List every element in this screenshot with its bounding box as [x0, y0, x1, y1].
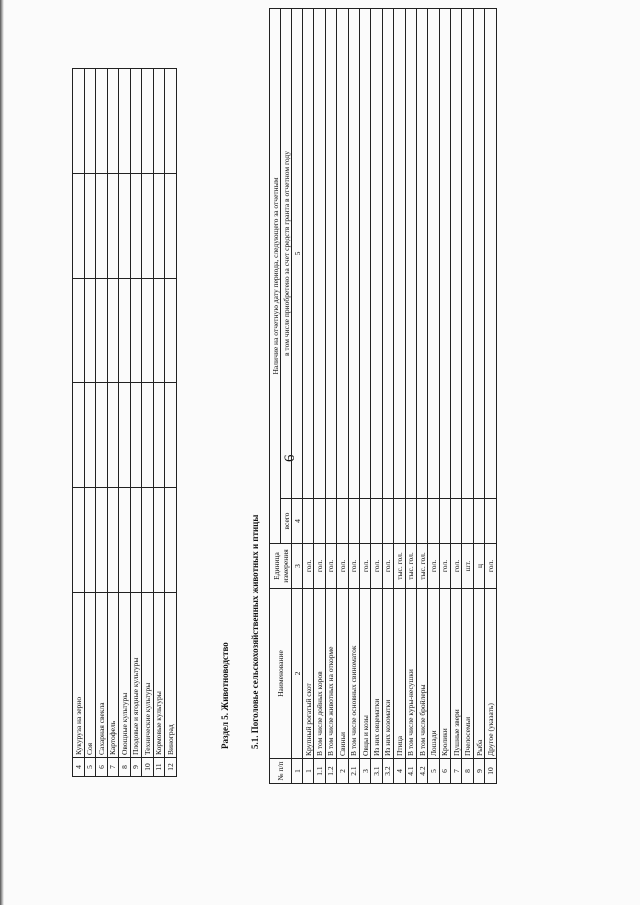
empty-cell [130, 488, 142, 593]
animal-name: Птица [394, 589, 405, 759]
total-cell [428, 499, 439, 544]
crop-name: Картофель [107, 593, 119, 758]
empty-cell [142, 383, 154, 488]
column-number: 4 [292, 499, 303, 544]
table-row [119, 69, 131, 777]
header-presence: Наличие на отчетную дату периода, следующего за отчетным [270, 9, 281, 544]
table-row [473, 9, 484, 784]
row-number: 12 [165, 758, 177, 777]
animal-name: Кролики [439, 589, 450, 759]
unit-cell: гол. [371, 544, 382, 589]
row-number: 11 [153, 758, 165, 777]
column-number: 2 [292, 589, 303, 759]
subsection-title: 5.1. Поголовье сельскохозяйственных животных и птицы [250, 514, 260, 749]
grant-cell [405, 9, 416, 499]
animal-name: В том числе бройлеры [416, 589, 427, 759]
row-number: 1.2 [325, 759, 336, 784]
total-cell [371, 499, 382, 544]
unit-cell: гол. [348, 544, 359, 589]
empty-cell [73, 383, 85, 488]
table-row [382, 9, 393, 784]
total-cell [348, 499, 359, 544]
table-row [96, 69, 108, 777]
empty-cell [165, 278, 177, 383]
empty-cell [96, 173, 108, 278]
animal-name: Другое (указать) [485, 589, 496, 759]
crop-name: Технические культуры [142, 593, 154, 758]
grant-cell [325, 9, 336, 499]
table-row [325, 9, 336, 784]
empty-cell [84, 383, 96, 488]
empty-cell [84, 173, 96, 278]
row-number: 2.1 [348, 759, 359, 784]
empty-cell [84, 278, 96, 383]
row-number: 6 [439, 759, 450, 784]
empty-cell [73, 488, 85, 593]
grant-cell [337, 9, 348, 499]
table-row [371, 9, 382, 784]
grant-cell [473, 9, 484, 499]
table-row [462, 9, 473, 784]
empty-cell [107, 173, 119, 278]
empty-cell [73, 173, 85, 278]
row-number: 8 [462, 759, 473, 784]
header-name: Наименование [270, 589, 292, 759]
row-number: 5 [84, 758, 96, 777]
grant-cell [451, 9, 462, 499]
unit-cell: тыс. гол. [416, 544, 427, 589]
empty-cell [153, 278, 165, 383]
unit-cell: шт. [462, 544, 473, 589]
animal-name: Рыба [473, 589, 484, 759]
table-row [439, 9, 450, 784]
unit-cell: гол. [303, 544, 314, 589]
animal-name: Крупный рогатый скот [303, 589, 314, 759]
unit-cell: тыс. гол. [394, 544, 405, 589]
empty-cell [107, 383, 119, 488]
empty-cell [119, 69, 131, 174]
total-cell [485, 499, 496, 544]
animal-name: Пчелосемьи [462, 589, 473, 759]
livestock-table [269, 8, 497, 784]
column-number: 1 [292, 759, 303, 784]
crops-table [72, 68, 177, 777]
empty-cell [153, 173, 165, 278]
grant-cell [462, 9, 473, 499]
total-cell [303, 499, 314, 544]
animal-name: Из них овцематки [371, 589, 382, 759]
animal-name: В том числе дойных коров [314, 589, 325, 759]
column-numbers-row [292, 9, 303, 784]
header-unit: Единица измерения [270, 544, 292, 589]
animal-name: Пушные звери [451, 589, 462, 759]
section-title: Раздел 5. Животноводство [220, 642, 230, 749]
total-cell [337, 499, 348, 544]
table-row [394, 9, 405, 784]
column-number: 5 [292, 9, 303, 499]
total-cell [382, 499, 393, 544]
table-row [73, 69, 85, 777]
grant-cell [303, 9, 314, 499]
empty-cell [119, 383, 131, 488]
crop-name: Плодовые и ягодные культуры [130, 593, 142, 758]
row-number: 4.2 [416, 759, 427, 784]
empty-cell [142, 488, 154, 593]
row-number: 6 [96, 758, 108, 777]
table-row [303, 9, 314, 784]
animal-name: Из них козоматки [382, 589, 393, 759]
empty-cell [96, 278, 108, 383]
empty-cell [130, 278, 142, 383]
total-cell [394, 499, 405, 544]
grant-cell [382, 9, 393, 499]
row-number: 4 [394, 759, 405, 784]
empty-cell [84, 488, 96, 593]
row-number: 4.1 [405, 759, 416, 784]
unit-cell: ц [473, 544, 484, 589]
empty-cell [165, 69, 177, 174]
grant-cell [428, 9, 439, 499]
empty-cell [119, 488, 131, 593]
header-no: № п/п [270, 759, 292, 784]
empty-cell [165, 488, 177, 593]
grant-cell [371, 9, 382, 499]
row-number: 7 [451, 759, 462, 784]
crop-name: Кормовые культуры [153, 593, 165, 758]
row-number: 3 [359, 759, 370, 784]
empty-cell [84, 69, 96, 174]
empty-cell [73, 69, 85, 174]
grant-cell [359, 9, 370, 499]
total-cell [439, 499, 450, 544]
grant-cell [416, 9, 427, 499]
table-row [485, 9, 496, 784]
table-row [84, 69, 96, 777]
animal-name: Свиньи [337, 589, 348, 759]
row-number: 3.2 [382, 759, 393, 784]
header-grant: в том числе приобретено за счет средств гранта в отчетном году [281, 9, 292, 499]
unit-cell: гол. [485, 544, 496, 589]
table-row [405, 9, 416, 784]
unit-cell: гол. [359, 544, 370, 589]
animal-name: Лошади [428, 589, 439, 759]
crop-name: Виноград [165, 593, 177, 758]
empty-cell [153, 69, 165, 174]
empty-cell [73, 278, 85, 383]
crop-name: Сахарная свекла [96, 593, 108, 758]
table-row [348, 9, 359, 784]
empty-cell [142, 69, 154, 174]
row-number: 2 [337, 759, 348, 784]
total-cell [416, 499, 427, 544]
crop-name: Кукуруза на зерно [73, 593, 85, 758]
total-cell [473, 499, 484, 544]
grant-cell [439, 9, 450, 499]
table-row [416, 9, 427, 784]
grant-cell [314, 9, 325, 499]
grant-cell [485, 9, 496, 499]
crop-name: Соя [84, 593, 96, 758]
empty-cell [96, 383, 108, 488]
total-cell [405, 499, 416, 544]
row-number: 10 [485, 759, 496, 784]
empty-cell [130, 69, 142, 174]
row-number: 9 [473, 759, 484, 784]
header-total: всего [281, 499, 292, 544]
empty-cell [142, 278, 154, 383]
empty-cell [107, 488, 119, 593]
empty-cell [119, 278, 131, 383]
table-row [142, 69, 154, 777]
animal-name: В том числе основных свиноматок [348, 589, 359, 759]
table-row [428, 9, 439, 784]
animal-name: В том числе животных на откорме [325, 589, 336, 759]
column-number: 3 [292, 544, 303, 589]
total-cell [451, 499, 462, 544]
unit-cell: тыс. гол. [405, 544, 416, 589]
empty-cell [153, 488, 165, 593]
total-cell [325, 499, 336, 544]
total-cell [314, 499, 325, 544]
total-cell [359, 499, 370, 544]
empty-cell [142, 173, 154, 278]
row-number: 4 [73, 758, 85, 777]
row-number: 3.1 [371, 759, 382, 784]
table-row [165, 69, 177, 777]
unit-cell: гол. [451, 544, 462, 589]
table-row [130, 69, 142, 777]
grant-cell [348, 9, 359, 499]
table-row [337, 9, 348, 784]
row-number: 9 [130, 758, 142, 777]
animal-name: Овцы и козы [359, 589, 370, 759]
total-cell [462, 499, 473, 544]
empty-cell [130, 173, 142, 278]
empty-cell [119, 173, 131, 278]
table-row [107, 69, 119, 777]
row-number: 10 [142, 758, 154, 777]
grant-cell [394, 9, 405, 499]
row-number: 1 [303, 759, 314, 784]
row-number: 7 [107, 758, 119, 777]
empty-cell [165, 173, 177, 278]
empty-cell [107, 69, 119, 174]
crop-name: Овощные культуры [119, 593, 131, 758]
row-number: 1.1 [314, 759, 325, 784]
animal-name: В том числе куры-несушки [405, 589, 416, 759]
unit-cell: гол. [382, 544, 393, 589]
table-row [359, 9, 370, 784]
empty-cell [107, 278, 119, 383]
empty-cell [96, 69, 108, 174]
row-number: 5 [428, 759, 439, 784]
page-number: 6 [282, 454, 298, 462]
empty-cell [153, 383, 165, 488]
table-row [314, 9, 325, 784]
table-row [153, 69, 165, 777]
unit-cell: гол. [337, 544, 348, 589]
empty-cell [130, 383, 142, 488]
unit-cell: гол. [314, 544, 325, 589]
unit-cell: гол. [439, 544, 450, 589]
unit-cell: гол. [428, 544, 439, 589]
empty-cell [96, 488, 108, 593]
row-number: 8 [119, 758, 131, 777]
table-row [451, 9, 462, 784]
empty-cell [165, 383, 177, 488]
unit-cell: гол. [325, 544, 336, 589]
